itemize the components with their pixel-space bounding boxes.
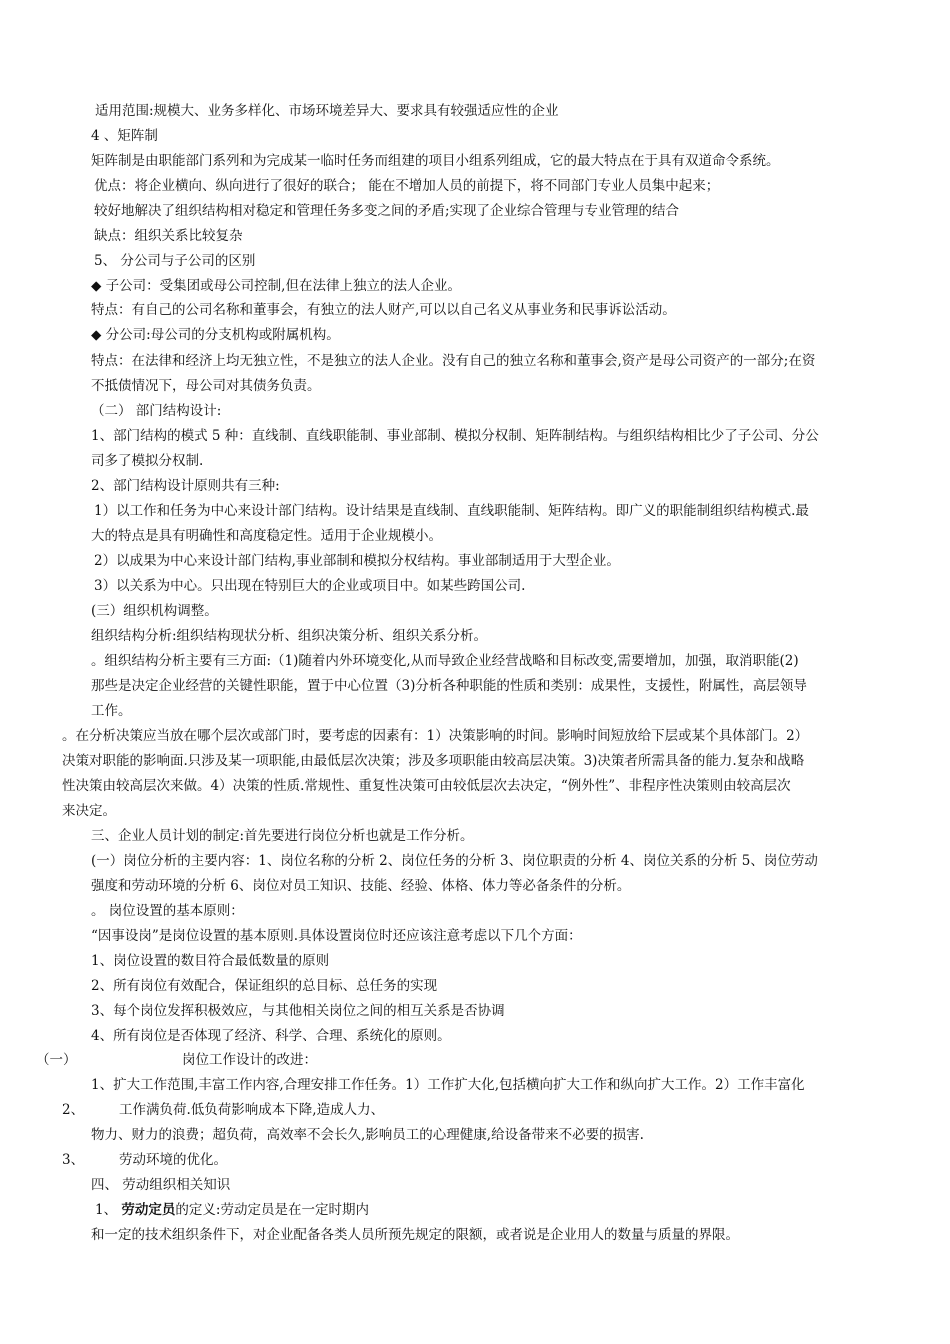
definition-line	[95, 1200, 369, 1220]
section-heading: 5、 分公司与子公司的区别	[94, 253, 256, 269]
text-line: 1、部门结构的模式 5 种：直线制、直线职能制、事业部制、模拟分权制、矩阵制结构。与组织结构相比少了子公司、分公	[91, 428, 819, 444]
text-line: 4、所有岗位是否体现了经济、科学、合理、系统化的原则。	[91, 1028, 451, 1044]
list-marker: 3、	[62, 1152, 85, 1168]
text-line: 司多了模拟分权制.	[91, 453, 204, 469]
text-line: 工作满负荷.低负荷影响成本下降,造成人力、	[119, 1102, 385, 1118]
text-line: ◆ 子公司：受集团或母公司控制,但在法律上独立的法人企业。	[91, 278, 461, 294]
text-line: 组织结构分析:组织结构现状分析、组织决策分析、组织关系分析。	[91, 628, 488, 644]
text-line: 3、每个岗位发挥积极效应，与其他相关岗位之间的相互关系是否协调	[91, 1003, 505, 1019]
text-line: 矩阵制是由职能部门系列和为完成某一临时任务而组建的项目小组系列组成，它的最大特点在于具有双道命令系统。	[91, 153, 780, 169]
text-line: 1、扩大工作范围,丰富工作内容,合理安排工作任务。1）工作扩大化,包括横向扩大工作和纵向扩大工作。2）工作丰富化	[91, 1077, 805, 1093]
text-line: 那些是决定企业经营的关键性职能，置于中心位置（3)分析各种职能的性质和类别：成果性，支援性，附属性，高层领导	[91, 678, 807, 694]
section-heading: 岗位工作设计的改进：	[182, 1052, 317, 1068]
section-heading: 三、企业人员计划的制定:首先要进行岗位分析也就是工作分析。	[91, 828, 474, 844]
text-line: 大的特点是具有明确性和高度稳定性。适用于企业规模小。	[91, 528, 442, 544]
text-line: 决策对职能的影响面.只涉及某一项职能,由最低层次决策；涉及多项职能由较高层决策。3)决策者所需具备的能力.复杂和战略	[62, 753, 805, 769]
list-marker: （一）	[36, 1052, 77, 1068]
text-line: 特点：在法律和经济上均无独立性，不是独立的法人企业。没有自己的独立名称和董事会,资产是母公司资产的一部分;在资	[91, 353, 816, 369]
text-line: 1、岗位设置的数目符合最低数量的原则	[91, 953, 330, 969]
text-line: 适用范围:规模大、业务多样化、市场环境差异大、要求具有较强适应性的企业	[95, 103, 559, 119]
text-segment: 的定义:劳动定员是在一定时期内	[175, 1202, 369, 1218]
text-line: 。在分析决策应当放在哪个层次或部门时，要考虑的因素有：1）决策影响的时间。影响时间短放给下层或某个具体部门。2）	[62, 728, 809, 744]
text-line: 来决定。	[62, 803, 116, 819]
text-line: 。 岗位设置的基本原则：	[91, 903, 244, 919]
text-line: 和一定的技术组织条件下，对企业配备各类人员所预先规定的限额，或者说是企业用人的数量与质量的界限。	[91, 1227, 739, 1243]
section-heading: (三）组织机构调整。	[91, 603, 218, 619]
text-line: 1）以工作和任务为中心来设计部门结构。设计结果是直线制、直线职能制、矩阵结构。即广义的职能制组织结构模式.最	[94, 503, 809, 519]
text-line: 2、部门结构设计原则共有三种:	[91, 478, 280, 494]
text-line: 性决策由较高层次来做。4）决策的性质.常规性、重复性决策可由较低层次去决定，“例外性”、非程序性决策则由较高层次	[62, 778, 791, 794]
text-line: 优点：将企业横向、纵向进行了很好的联合； 能在不增加人员的前提下，将不同部门专业人员集中起来；	[94, 178, 720, 194]
text-line: 特点：有自己的公司名称和董事会，有独立的法人财产,可以以自己名义从事业务和民事诉讼活动。	[91, 302, 676, 318]
text-line: 缺点：组织关系比较复杂	[94, 228, 243, 244]
text-line: 2）以成果为中心来设计部门结构,事业部制和模拟分权结构。事业部制适用于大型企业。	[94, 553, 620, 569]
list-marker: 1、	[95, 1202, 118, 1218]
text-line: 强度和劳动环境的分析 6、岗位对员工知识、技能、经验、体格、体力等必备条件的分析。	[91, 878, 631, 894]
list-marker: 2、	[62, 1102, 85, 1118]
term-bold: 劳动定员	[121, 1202, 176, 1218]
text-line: “因事设岗”是岗位设置的基本原则.具体设置岗位时还应该注意考虑以下几个方面：	[91, 928, 582, 944]
text-line: 较好地解决了组织结构相对稳定和管理任务多变之间的矛盾;实现了企业综合管理与专业管理的结合	[94, 203, 680, 219]
text-line: (一）岗位分析的主要内容：1、岗位名称的分析 2、岗位任务的分析 3、岗位职责的分析 4、岗位关系的分析 5、岗位劳动	[91, 853, 818, 869]
text-line: 不抵债情况下，母公司对其债务负责。	[91, 378, 321, 394]
text-line: 工作。	[91, 703, 132, 719]
text-line: ◆ 分公司:母公司的分支机构或附属机构。	[91, 327, 340, 343]
section-heading: 四、 劳动组织相关知识	[91, 1177, 231, 1193]
section-heading: 4 、矩阵制	[91, 128, 158, 144]
text-line: 物力、财力的浪费；超负荷，高效率不会长久,影响员工的心理健康,给设备带来不必要的损害.	[91, 1127, 644, 1143]
text-line: 2、所有岗位有效配合，保证组织的总目标、总任务的实现	[91, 978, 438, 994]
section-heading: （二） 部门结构设计:	[91, 403, 222, 419]
text-line: 3）以关系为中心。只出现在特别巨大的企业或项目中。如某些跨国公司.	[94, 578, 526, 594]
text-line: 。组织结构分析主要有三方面:（1)随着内外环境变化,从而导致企业经营战略和目标改变,需要增加，加强，取消职能(2)	[91, 653, 799, 669]
text-line: 劳动环境的优化。	[119, 1152, 227, 1168]
